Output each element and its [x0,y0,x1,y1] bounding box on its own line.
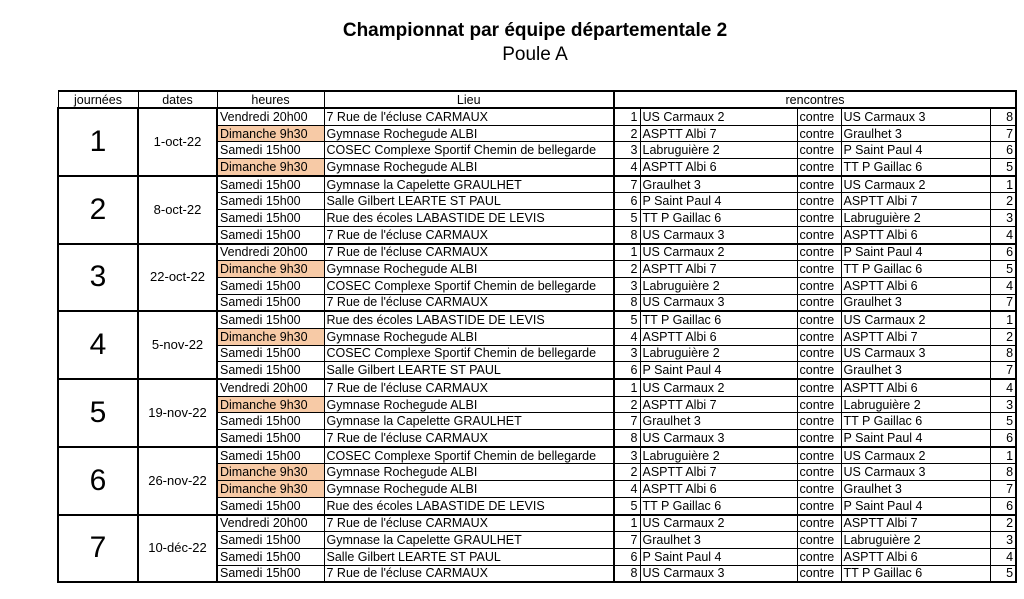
home-team: TT P Gaillac 6 [640,210,797,227]
home-team-number: 1 [614,244,640,261]
contre-label: contre [797,515,841,532]
header-heures: heures [217,91,324,108]
away-team-number: 7 [990,362,1016,379]
away-team: Labruguière 2 [841,532,990,549]
match-time: Dimanche 9h30 [217,464,324,481]
match-time: Samedi 15h00 [217,497,324,514]
match-venue: Gymnase Rochegude ALBI [324,464,614,481]
table-row [58,311,1016,328]
away-team-number: 3 [990,396,1016,413]
match-time: Dimanche 9h30 [217,328,324,345]
away-team-number: 3 [990,210,1016,227]
match-venue: Salle Gilbert LEARTE ST PAUL [324,362,614,379]
away-team-number: 4 [990,379,1016,396]
match-venue: 7 Rue de l'écluse CARMAUX [324,515,614,532]
journee-date: 8-oct-22 [138,176,217,244]
away-team: ASPTT Albi 6 [841,226,990,243]
table-row [58,244,1016,261]
match-time: Samedi 15h00 [217,413,324,430]
home-team: Graulhet 3 [640,413,797,430]
away-team: US Carmaux 2 [841,311,990,328]
home-team-number: 8 [614,565,640,582]
match-time: Vendredi 20h00 [217,379,324,396]
match-venue: COSEC Complexe Sportif Chemin de bellegarde [324,142,614,159]
away-team: US Carmaux 2 [841,176,990,193]
home-team-number: 5 [614,210,640,227]
table-row [58,108,1016,125]
away-team-number: 3 [990,532,1016,549]
home-team: ASPTT Albi 6 [640,328,797,345]
home-team-number: 8 [614,430,640,447]
home-team-number: 2 [614,261,640,278]
match-venue: Gymnase Rochegude ALBI [324,481,614,498]
away-team-number: 5 [990,261,1016,278]
away-team: Graulhet 3 [841,125,990,142]
match-venue: Rue des écoles LABASTIDE DE LEVIS [324,497,614,514]
home-team-number: 1 [614,108,640,125]
journee-date: 1-oct-22 [138,108,217,176]
contre-label: contre [797,277,841,294]
match-venue: Gymnase la Capelette GRAULHET [324,532,614,549]
home-team-number: 2 [614,125,640,142]
away-team: ASPTT Albi 7 [841,515,990,532]
match-venue: 7 Rue de l'écluse CARMAUX [324,379,614,396]
journee-number: 7 [58,515,138,583]
contre-label: contre [797,532,841,549]
away-team-number: 2 [990,515,1016,532]
contre-label: contre [797,142,841,159]
contre-label: contre [797,311,841,328]
away-team-number: 1 [990,176,1016,193]
home-team: ASPTT Albi 6 [640,481,797,498]
match-venue: COSEC Complexe Sportif Chemin de bellegarde [324,345,614,362]
match-time: Samedi 15h00 [217,311,324,328]
contre-label: contre [797,226,841,243]
match-time: Samedi 15h00 [217,447,324,464]
table-row [58,515,1016,532]
table-row [58,379,1016,396]
away-team-number: 6 [990,244,1016,261]
journee-date: 10-déc-22 [138,515,217,583]
match-time: Dimanche 9h30 [217,159,324,176]
home-team-number: 4 [614,159,640,176]
away-team-number: 7 [990,294,1016,311]
home-team: US Carmaux 3 [640,226,797,243]
away-team: P Saint Paul 4 [841,244,990,261]
journee-date: 19-nov-22 [138,379,217,447]
away-team-number: 8 [990,464,1016,481]
schedule-table [57,90,1017,583]
away-team: P Saint Paul 4 [841,497,990,514]
journee-number: 5 [58,379,138,447]
home-team-number: 8 [614,226,640,243]
match-time: Dimanche 9h30 [217,125,324,142]
journee-date: 5-nov-22 [138,311,217,379]
contre-label: contre [797,362,841,379]
home-team: Graulhet 3 [640,532,797,549]
away-team: ASPTT Albi 6 [841,548,990,565]
away-team-number: 7 [990,481,1016,498]
away-team-number: 5 [990,159,1016,176]
match-venue: Gymnase Rochegude ALBI [324,396,614,413]
match-time: Samedi 15h00 [217,430,324,447]
home-team-number: 1 [614,379,640,396]
home-team-number: 3 [614,142,640,159]
home-team-number: 1 [614,515,640,532]
contre-label: contre [797,176,841,193]
match-venue: 7 Rue de l'écluse CARMAUX [324,244,614,261]
contre-label: contre [797,396,841,413]
schedule-body [58,108,1016,582]
away-team: Labruguière 2 [841,396,990,413]
away-team: Graulhet 3 [841,362,990,379]
home-team-number: 2 [614,464,640,481]
home-team: Labruguière 2 [640,277,797,294]
contre-label: contre [797,294,841,311]
home-team: P Saint Paul 4 [640,548,797,565]
home-team: TT P Gaillac 6 [640,311,797,328]
match-time: Samedi 15h00 [217,193,324,210]
away-team: TT P Gaillac 6 [841,413,990,430]
contre-label: contre [797,261,841,278]
home-team: Labruguière 2 [640,447,797,464]
away-team: US Carmaux 3 [841,345,990,362]
away-team-number: 4 [990,548,1016,565]
away-team: Labruguière 2 [841,210,990,227]
away-team: US Carmaux 3 [841,108,990,125]
journee-number: 4 [58,311,138,379]
away-team-number: 7 [990,125,1016,142]
home-team-number: 5 [614,497,640,514]
contre-label: contre [797,328,841,345]
away-team-number: 2 [990,193,1016,210]
away-team: ASPTT Albi 6 [841,379,990,396]
match-time: Vendredi 20h00 [217,244,324,261]
home-team: ASPTT Albi 7 [640,464,797,481]
home-team: ASPTT Albi 7 [640,261,797,278]
match-venue: 7 Rue de l'écluse CARMAUX [324,565,614,582]
page-title: Championnat par équipe départementale 2 [342,20,728,41]
away-team-number: 1 [990,447,1016,464]
match-time: Dimanche 9h30 [217,481,324,498]
match-time: Samedi 15h00 [217,362,324,379]
away-team: ASPTT Albi 7 [841,328,990,345]
match-venue: 7 Rue de l'écluse CARMAUX [324,430,614,447]
home-team-number: 3 [614,447,640,464]
away-team: Graulhet 3 [841,481,990,498]
away-team-number: 2 [990,328,1016,345]
home-team-number: 2 [614,396,640,413]
home-team: US Carmaux 3 [640,430,797,447]
match-venue: COSEC Complexe Sportif Chemin de bellegarde [324,447,614,464]
contre-label: contre [797,244,841,261]
home-team: ASPTT Albi 7 [640,396,797,413]
home-team: Labruguière 2 [640,142,797,159]
match-venue: Gymnase la Capelette GRAULHET [324,176,614,193]
away-team-number: 1 [990,311,1016,328]
match-venue: Gymnase Rochegude ALBI [324,159,614,176]
away-team: TT P Gaillac 6 [841,565,990,582]
away-team-number: 6 [990,142,1016,159]
away-team: TT P Gaillac 6 [841,159,990,176]
match-time: Samedi 15h00 [217,565,324,582]
table-row [58,176,1016,193]
contre-label: contre [797,548,841,565]
home-team: US Carmaux 3 [640,294,797,311]
table-header-row [58,91,1016,108]
match-venue: COSEC Complexe Sportif Chemin de bellegarde [324,277,614,294]
home-team-number: 5 [614,311,640,328]
match-venue: Gymnase la Capelette GRAULHET [324,413,614,430]
home-team-number: 3 [614,277,640,294]
home-team-number: 6 [614,193,640,210]
contre-label: contre [797,430,841,447]
home-team: Labruguière 2 [640,345,797,362]
contre-label: contre [797,193,841,210]
away-team: P Saint Paul 4 [841,142,990,159]
home-team: Graulhet 3 [640,176,797,193]
journee-number: 2 [58,176,138,244]
match-time: Samedi 15h00 [217,176,324,193]
home-team: P Saint Paul 4 [640,362,797,379]
match-venue: Gymnase Rochegude ALBI [324,261,614,278]
away-team-number: 6 [990,430,1016,447]
home-team: P Saint Paul 4 [640,193,797,210]
journee-number: 6 [58,447,138,515]
match-venue: 7 Rue de l'écluse CARMAUX [324,108,614,125]
match-time: Samedi 15h00 [217,142,324,159]
match-time: Dimanche 9h30 [217,261,324,278]
match-venue: Rue des écoles LABASTIDE DE LEVIS [324,311,614,328]
home-team-number: 4 [614,328,640,345]
match-time: Samedi 15h00 [217,532,324,549]
contre-label: contre [797,345,841,362]
home-team-number: 3 [614,345,640,362]
away-team: Graulhet 3 [841,294,990,311]
match-time: Samedi 15h00 [217,548,324,565]
contre-label: contre [797,464,841,481]
contre-label: contre [797,379,841,396]
contre-label: contre [797,108,841,125]
match-time: Samedi 15h00 [217,277,324,294]
away-team-number: 4 [990,277,1016,294]
journee-date: 26-nov-22 [138,447,217,515]
home-team-number: 6 [614,548,640,565]
away-team-number: 6 [990,497,1016,514]
away-team-number: 5 [990,413,1016,430]
away-team: US Carmaux 3 [841,464,990,481]
away-team: ASPTT Albi 6 [841,277,990,294]
match-time: Dimanche 9h30 [217,396,324,413]
match-venue: 7 Rue de l'écluse CARMAUX [324,294,614,311]
match-venue: Salle Gilbert LEARTE ST PAUL [324,548,614,565]
away-team: ASPTT Albi 7 [841,193,990,210]
home-team-number: 7 [614,176,640,193]
header-dates: dates [138,91,217,108]
contre-label: contre [797,447,841,464]
home-team: ASPTT Albi 6 [640,159,797,176]
header-lieu: Lieu [324,91,614,108]
away-team: US Carmaux 2 [841,447,990,464]
contre-label: contre [797,497,841,514]
page-subtitle: Poule A [502,44,568,65]
away-team-number: 5 [990,565,1016,582]
match-venue: Gymnase Rochegude ALBI [324,125,614,142]
home-team-number: 7 [614,532,640,549]
home-team: US Carmaux 3 [640,565,797,582]
contre-label: contre [797,565,841,582]
home-team-number: 4 [614,481,640,498]
journee-number: 1 [58,108,138,176]
match-time: Vendredi 20h00 [217,515,324,532]
home-team: US Carmaux 2 [640,108,797,125]
contre-label: contre [797,481,841,498]
match-venue: 7 Rue de l'écluse CARMAUX [324,226,614,243]
match-time: Samedi 15h00 [217,210,324,227]
away-team-number: 4 [990,226,1016,243]
match-venue: Salle Gilbert LEARTE ST PAUL [324,193,614,210]
match-time: Samedi 15h00 [217,345,324,362]
journee-number: 3 [58,244,138,312]
home-team: US Carmaux 2 [640,515,797,532]
away-team-number: 8 [990,345,1016,362]
home-team: US Carmaux 2 [640,379,797,396]
match-venue: Rue des écoles LABASTIDE DE LEVIS [324,210,614,227]
header-journees: journées [58,91,138,108]
home-team: TT P Gaillac 6 [640,497,797,514]
match-time: Vendredi 20h00 [217,108,324,125]
away-team: TT P Gaillac 6 [841,261,990,278]
match-venue: Gymnase Rochegude ALBI [324,328,614,345]
contre-label: contre [797,210,841,227]
home-team-number: 8 [614,294,640,311]
away-team: P Saint Paul 4 [841,430,990,447]
contre-label: contre [797,125,841,142]
table-row [58,447,1016,464]
away-team-number: 8 [990,108,1016,125]
journee-date: 22-oct-22 [138,244,217,312]
header-rencontres: rencontres [614,91,1016,108]
home-team-number: 6 [614,362,640,379]
match-time: Samedi 15h00 [217,226,324,243]
home-team-number: 7 [614,413,640,430]
contre-label: contre [797,159,841,176]
home-team: ASPTT Albi 7 [640,125,797,142]
match-time: Samedi 15h00 [217,294,324,311]
home-team: US Carmaux 2 [640,244,797,261]
contre-label: contre [797,413,841,430]
